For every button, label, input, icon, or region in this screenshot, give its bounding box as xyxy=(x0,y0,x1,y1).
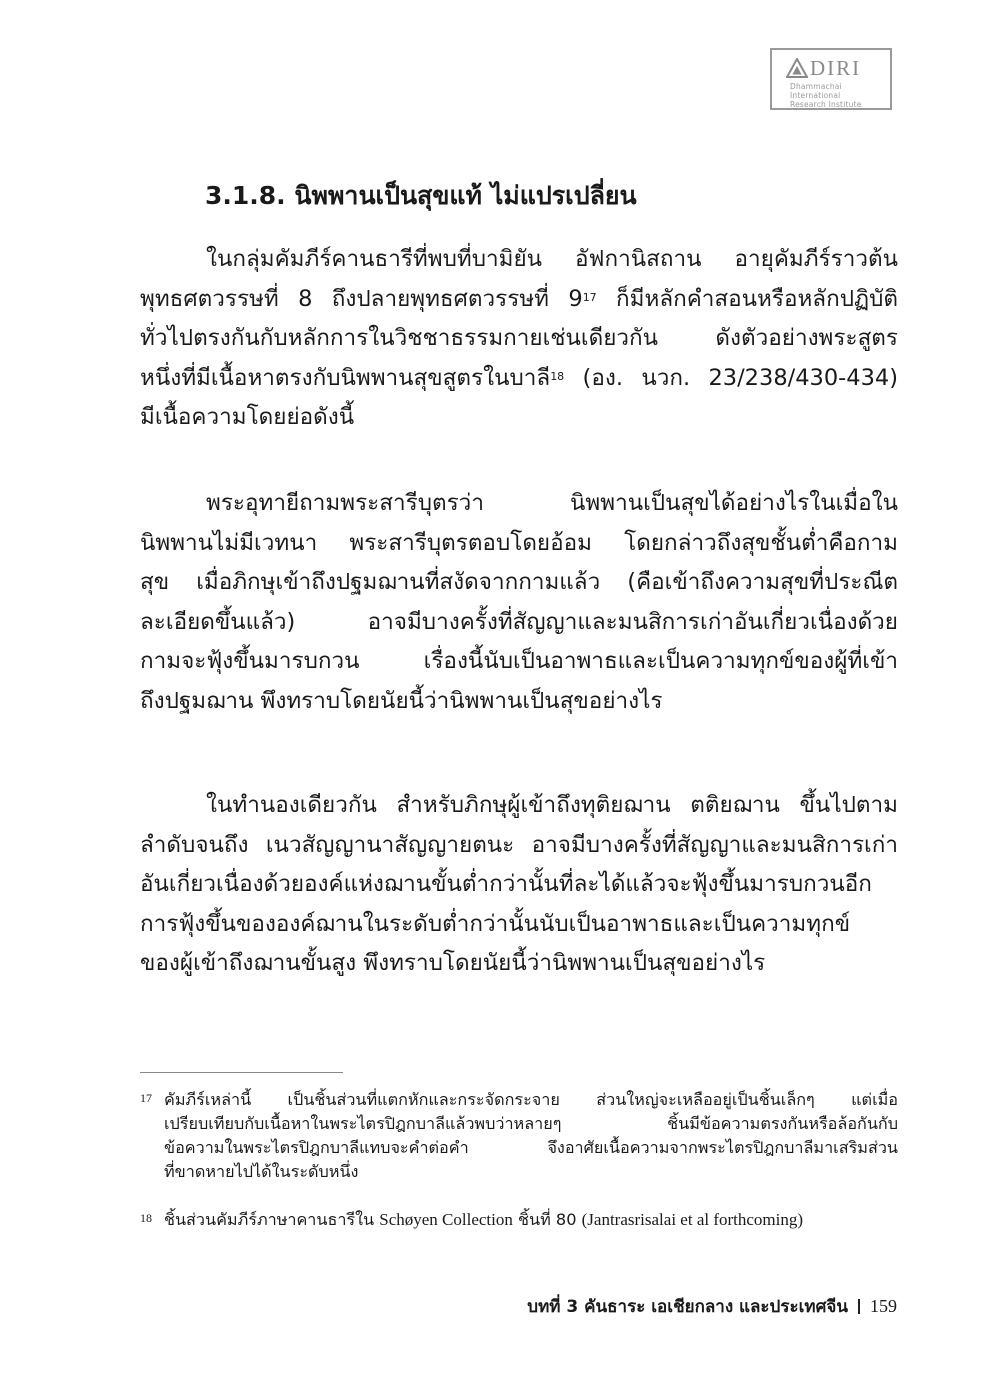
footnote-18 xyxy=(140,1208,898,1232)
paragraph-1-line-3: ทั่วไปตรงกันกับหลักการในวิชชาธรรมกายเช่นเดียวกัน ดังตัวอย่างพระสูตร xyxy=(140,325,898,352)
paragraph-2 xyxy=(140,484,898,722)
footnote-18-number: 18 xyxy=(140,1211,152,1225)
footnote-17-line: คัมภีร์เหล่านี้ เป็นชิ้นส่วนที่แตกหักและกระจัดกระจาย ส่วนใหญ่จะเหลืออยู่เป็นชิ้นเล็กๆ แต่เมื่อ xyxy=(164,1090,898,1109)
footnote-18-body xyxy=(164,1208,898,1232)
footer-separator xyxy=(858,1299,860,1314)
paragraph-2-line: กามจะฟุ้งขึ้นมารบกวน เรื่องนี้นับเป็นอาพาธและเป็นความทุกข์ของผู้ที่เข้า xyxy=(140,648,898,675)
paragraph-1-line-2 xyxy=(140,280,898,320)
footnote-17-line: ที่ขาดหายไปได้ในระดับหนึ่ง xyxy=(164,1162,359,1181)
logo-subtitle-line2: Research Institute xyxy=(790,100,862,109)
footnote-17-number: 17 xyxy=(140,1091,152,1105)
paragraph-1 xyxy=(140,240,898,438)
diri-logo xyxy=(770,48,892,110)
p1-line4-text-a: หนึ่งที่มีเนื้อหาตรงกับนิพพานสุขสูตรในบาลี xyxy=(140,364,551,391)
fn18-text-c: ชิ้นที่ 80 xyxy=(512,1210,582,1229)
footnote-17-line: ข้อความในพระไตรปิฎกบาลีแทบจะคำต่อคำ จึงอาศัยเนื้อความจากพระไตรปิฎกบาลีมาเสริมส่วน xyxy=(164,1138,898,1157)
paragraph-1-line-5: มีเนื้อความโดยย่อดังนี้ xyxy=(140,404,355,431)
fn18-collection-name: Schøyen Collection xyxy=(379,1210,513,1229)
paragraph-2-line: พระอุทายีถามพระสารีบุตรว่า นิพพานเป็นสุขได้อย่างไรในเมื่อใน xyxy=(206,490,898,516)
footnote-17-line: เปรียบเทียบกับเนื้อหาในพระไตรปิฎกบาลีแล้วพบว่าหลายๆ ชิ้นมีข้อความตรงกันหรือล้อกันกับ xyxy=(164,1114,898,1133)
p1-line2-text-a: พุทธศตวรรษที่ 8 ถึงปลายพุทธศตวรรษที่ 9 xyxy=(140,285,583,312)
logo-subtitle xyxy=(790,82,880,109)
paragraph-2-line: สุข เมื่อภิกษุเข้าถึงปฐมฌานที่สงัดจากกามแล้ว (คือเข้าถึงความสุขที่ประณีต xyxy=(140,569,898,596)
logo-row xyxy=(786,58,861,78)
footnote-17-body xyxy=(164,1088,898,1184)
paragraph-1-line-1: ในกลุ่มคัมภีร์คานธารีที่พบที่บามิยัน อัฟกานิสถาน อายุคัมภีร์ราวต้น xyxy=(206,246,898,272)
paragraph-3-line: อันเกี่ยวเนื่องด้วยองค์แห่งฌานขั้นต่ำกว่านั้นที่ละได้แล้วจะฟุ้งขึ้นมารบกวนอีก xyxy=(140,871,872,898)
paragraph-2-line: ถึงปฐมฌาน พึงทราบโดยนัยนี้ว่านิพพานเป็นสุขอย่างไร xyxy=(140,687,663,714)
page-footer xyxy=(527,1293,897,1320)
paragraph-2-line: ละเอียดขึ้นแล้ว) อาจมีบางครั้งที่สัญญาและมนสิการเก่าอันเกี่ยวเนื่องด้วย xyxy=(140,608,898,635)
footnote-divider xyxy=(140,1072,343,1073)
paragraph-3 xyxy=(140,786,898,984)
paragraph-3-line: ลำดับจนถึง เนวสัญญานาสัญญายตนะ อาจมีบางครั้งที่สัญญาและมนสิการเก่า xyxy=(140,831,898,858)
footnote-18-line xyxy=(164,1208,898,1232)
paragraph-2-line: นิพพานไม่มีเวทนา พระสารีบุตรตอบโดยอ้อม โดยกล่าวถึงสุขชั้นต่ำคือกาม xyxy=(140,529,898,556)
p1-line4-text-b: (อง. นวก. 23/238/430-434) xyxy=(564,364,898,391)
paragraph-3-line: ของผู้เข้าถึงฌานขั้นสูง พึงทราบโดยนัยนี้ว่านิพพานเป็นสุขอย่างไร xyxy=(140,950,766,977)
footer-chapter-title: บทที่ 3 คันธาระ เอเชียกลาง และประเทศจีน xyxy=(527,1297,848,1317)
paragraph-1-line-4 xyxy=(140,359,898,399)
paragraph-3-line: การฟุ้งขึ้นขององค์ฌานในระดับต่ำกว่านั้นนับเป็นอาพาธและเป็นความทุกข์ xyxy=(140,910,851,937)
footnote-ref-18[interactable]: 18 xyxy=(550,369,565,383)
section-heading: 3.1.8. นิพพานเป็นสุขแท้ ไม่แปรเปลี่ยน xyxy=(205,181,637,210)
footnote-17 xyxy=(140,1088,898,1184)
triangle-logo-icon xyxy=(786,58,808,78)
logo-subtitle-line1: Dhammachai International xyxy=(790,82,842,100)
logo-name: DIRI xyxy=(810,56,862,80)
p1-line2-text-b: ก็มีหลักคำสอนหรือหลักปฏิบัติ xyxy=(596,285,898,312)
fn18-citation: (Jantrasrisalai et al forthcoming) xyxy=(581,1210,804,1229)
fn18-text-a: ชิ้นส่วนคัมภีร์ภาษาคานธารีใน xyxy=(164,1210,380,1229)
paragraph-3-line: ในทำนองเดียวกัน สำหรับภิกษุผู้เข้าถึงทุติยฌาน ตติยฌาน ขึ้นไปตาม xyxy=(206,792,898,818)
page-number: 159 xyxy=(870,1296,897,1316)
footnote-ref-17[interactable]: 17 xyxy=(582,290,597,304)
